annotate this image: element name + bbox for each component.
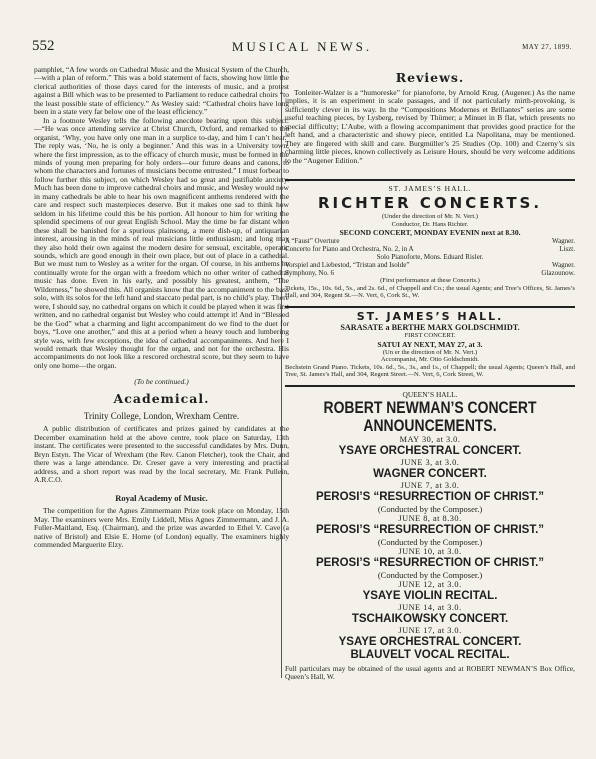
richter-conductor: Conductor, Dr. Hans Richter. — [391, 220, 469, 228]
newman-footer: Full particulars may be obtained of the usual agents and at ROBERT NEWMAN’S Box Office, Queen’s Hall, W. — [285, 664, 575, 682]
richter-direction: (Under the direction of Mr. N. Vert.) — [381, 213, 478, 221]
publication-title: MUSICAL NEWS. — [231, 39, 373, 54]
richter-second-concert: SECOND CONCERT, MONDAY EVENIN next at 8.30. — [339, 228, 521, 238]
concert-date: JUNE 17, at 3.0. — [398, 626, 462, 636]
page-number: 552 — [32, 38, 55, 54]
concert-name: PEROSI’S “RESURRECTION OF CHRIST.” — [315, 524, 545, 537]
program-composer: Wagner. — [552, 261, 575, 270]
concert-conductor: (Conducted by the Composer.) — [377, 570, 483, 581]
sarasate-tickets: Bechstein Grand Piano. Tickets, 10s. 6d., 5s., 3s., and 1s., of Chappell; the usual Agents; Queen’s Hall, and Tree, St. James’s Hall, and 304, Regent Street.—N. Vert, 6, Cork Street, W. — [285, 363, 575, 379]
program-piece: Solo Pianoforte, Mons. Eduard Risler. — [376, 253, 484, 262]
concert-date: JUNE 7, at 3.0. — [400, 481, 460, 491]
program-composer: Glazounow. — [541, 269, 575, 278]
left-column — [34, 66, 289, 550]
richter-title: RICHTER CONCERTS. — [317, 194, 543, 213]
ram-paragraph: The competition for the Agnes Zimmermann Prize took place on Monday, 15th May. The examiners were Mrs. Emily Liddell, Miss Agnes Zimmermann, and J. A. Fuller-Maitland, Esq. (Chairman), and the prize was awarded to Ethel V. Cave (a native of Bristol) and Elsie E. Horne (of London) equally. The examiners highly commended Marguerite Elzy. — [34, 506, 289, 550]
trinity-heading: Trinity College, London, Wrexham Centre. — [83, 411, 240, 422]
program-item — [285, 261, 575, 269]
program-piece: Concerto for Piano and Orchestra, No. 2, in A — [285, 245, 414, 254]
richter-tickets: Tickets, 15s., 10s. 6d., 5s., and 2s. 6d., of Chappell and Co.; the usual Agents; and Tree’s Offices, St. James’s Hall, and 304, Regent St.—N. Vert, 6, Cork St., W. — [285, 284, 575, 300]
newman-title: ROBERT NEWMAN’S CONCERT — [323, 398, 537, 418]
article-paragraph: pamphlet, “A few words on Cathedral Music and the Musical System of the Church,—with a plan of reform.” This was a bold statement of facts, showing how little the clerical authorities of those days cared for the interests of music, and a protest against a Bill which was to be presented to Parliament to reduce cathedral choirs “to the least possible state of efficiency.” As Wesley said: “Cathedral choirs have long been in a state very far below one of the least efficiency.” — [34, 65, 289, 117]
concert-entry — [285, 580, 575, 603]
concert-name: BLAUVELT VOCAL RECITAL. — [350, 649, 510, 662]
concert-date: MAY 30, at 3.0. — [399, 435, 461, 445]
program-piece: Symphony, No. 6 — [285, 269, 334, 278]
reviews-heading: Reviews. — [395, 70, 465, 85]
program-composer: Liszt. — [559, 245, 575, 254]
program-item — [285, 269, 575, 277]
program-item — [285, 253, 575, 261]
concert-date: JUNE 12, at 3.0. — [398, 580, 462, 590]
program-item — [285, 237, 575, 245]
concert-date: JUNE 14, at 3.0. — [398, 603, 462, 613]
continued-note: (To be continued.) — [134, 377, 189, 387]
concert-entry — [285, 603, 575, 626]
sarasate-date: SATUΙ AY NEXT, MAY 27, at 3. — [377, 339, 483, 349]
concert-date: JUNE 3, at 3.0. — [400, 458, 460, 468]
sarasate-advert — [285, 306, 575, 379]
newman-subtitle: ANNOUNCEMENTS. — [363, 416, 497, 436]
sarasate-accompanist: Accompanist, Mr. Otto Goldschmidt. — [380, 356, 480, 364]
concert-name: PEROSI’S “RESURRECTION OF CHRIST.” — [315, 491, 545, 504]
richter-advert — [285, 179, 575, 300]
sarasate-direction: (Un er the direction of Mr. N. Vert.) — [382, 348, 478, 356]
concert-entry — [285, 626, 575, 649]
trinity-paragraph: A public distribution of certificates and prizes gained by candidates at the December examination held at the above centre, took place on Saturday, 13th instant. The certificates were presented to the successful candidates by Mrs. Dunn, Bryn Estyn. The Vicar of Wrexham (the Rev. Canon Fletcher), took the Chair, and there was a large attendance. Dr. Creser gave a very interesting and practical address, and a short report was read by the local secretary, Mr. Frank Pullein, A.R.C.O. — [34, 424, 289, 485]
concert-entry — [285, 458, 575, 481]
page-header — [32, 38, 572, 58]
concert-conductor: (Conducted by the Composer.) — [377, 504, 483, 515]
concert-name: WAGNER CONCERT. — [373, 468, 487, 481]
concert-entry — [285, 481, 575, 514]
newman-advert — [285, 385, 575, 681]
concert-name: YSAYE ORCHESTRAL CONCERT. — [338, 445, 522, 458]
concert-name: YSAYE VIOLIN RECITAL. — [362, 590, 498, 603]
concert-date: JUNE 8, at 8.30. — [398, 514, 462, 524]
richter-venue: ST. JAMES’S HALL. — [388, 184, 472, 194]
ram-heading: Royal Academy of Music. — [115, 493, 208, 504]
sarasate-performers: SARASATE a BERTHE MARX GOLDSCHMIDT. — [340, 323, 520, 333]
reviews-paragraph: Tonleiter-Walzer is a “humoreske” for pianoforte, by Arnold Krug. (Augener.) As the name implies, it is an experiment in scale passages, and if not particularly mirth-provoking, is sufficiently clever in its way. In the “Compositions Modernes et Brillantes” series are some useful teaching pieces, by Lysberg, revised by Thümer; a Minuet in B flat, which presents no special difficulty; L’Aube, with a flowing accompaniment that provides good practice for the left hand, and a characteristic and showy piece, entitled La Napolitana, may be mentioned. They are fingered with skill and care. Burgmüller’s 25 Studies (Op. 100) and Czerny’s six charming little pieces, known collectively as Leisure Hours, should be very welcome additions to the “Augener Edition.” — [285, 88, 575, 165]
first-performance-note: (First performance at these Concerts.) — [380, 277, 480, 285]
concert-name: PEROSI’S “RESURRECTION OF CHRIST.” — [315, 557, 545, 570]
program-item — [285, 245, 575, 253]
concert-entry — [285, 649, 575, 662]
right-column — [285, 66, 575, 681]
concert-entry — [285, 435, 575, 458]
academical-heading: Academical. — [113, 391, 210, 407]
sarasate-venue: ST. JAMES’S HALL. — [356, 310, 504, 324]
issue-date: MAY 27, 1899. — [522, 43, 572, 51]
program-piece: Vorspiel and Liebestod, “Tristan and Isolde” — [285, 261, 410, 270]
concert-entry — [285, 514, 575, 547]
concert-name: TSCHAIKOWSKY CONCERT. — [351, 613, 509, 626]
program-composer: Wagner. — [552, 237, 575, 246]
concert-conductor: (Conducted by the Composer.) — [377, 537, 483, 548]
sarasate-first-concert: FIRST CONCERT. — [404, 332, 456, 340]
concert-name: YSAYE ORCHESTRAL CONCERT. — [338, 636, 522, 649]
newman-venue: QUEEN’S HALL. — [402, 390, 458, 400]
program-piece: A “Faust” Overture — [285, 237, 340, 246]
article-paragraph: In a footnote Wesley tells the following anecdote bearing upon this subject:—“He was once attending service at Christ Church, Oxford, and remarked to the organist, ‘Why, you have only one man in a surplice to-day, and him I can’t hear.’ The reply was, ‘No, he is only a beginner.’ And this was in a University town, where the first impression, as to the efficacy of church music, must be formed in the minds of young men preparing for holy orders—our future deans and canons, to whom the characters and fortunes of musicians become entrusted.” I must forbear to follow further this subject, on which Wesley had so great and justifiable anxiety. Much has been done to improve cathedral choirs and music, and Wesley would now in many cathedrals be able to hear his own magnificent anthems rendered with the care and respect such masterpieces deserve. But it makes one sad to think how seldom in his lifetime could this be his portion. All honour to him for writing the splendid specimens of our great English School. May the time be far distant when these shall be banished for a spurious plainsong, a mere dish-up, of antiquarian interest, arousing in the minds of real musicians little enthusiasm; and long may they also hold their own against the modern desire for sensual, excitable, operatic sounds, which are good enough in their own place, but out of place in a cathedral. But we must turn to Wesley as a writer for the organ. Of course, in his anthems he continually wrote for the organ with a freedom which no other writer of cathedral music has done. Even in his early, and possibly his greatest, anthem, “The Wilderness,” he showed this. All organists know that the accompaniment to the bass solo, with its solos for the left hand and staccato pedal part, is no child’s play. There were, I should say, no cathedral organs on which it could be played when it was first written, and no cathedral organist but Wesley who could attempt it! And in “Blessed be the God” what a charming and light accompaniment do we find to the duet for boys, “Love one another,” and this at a period when a heavy touch and lumbering style was, with few exceptions, the idea of cathedral accompaniments. And here I would remark that Wesley thought for the organ, and not for the orchestra. His accompaniments do not look like a rescored orchestral score, but they seem to have only one home—the organ. — [34, 115, 289, 370]
concert-date: JUNE 10, at 3.0. — [398, 547, 462, 557]
concert-entry — [285, 547, 575, 580]
